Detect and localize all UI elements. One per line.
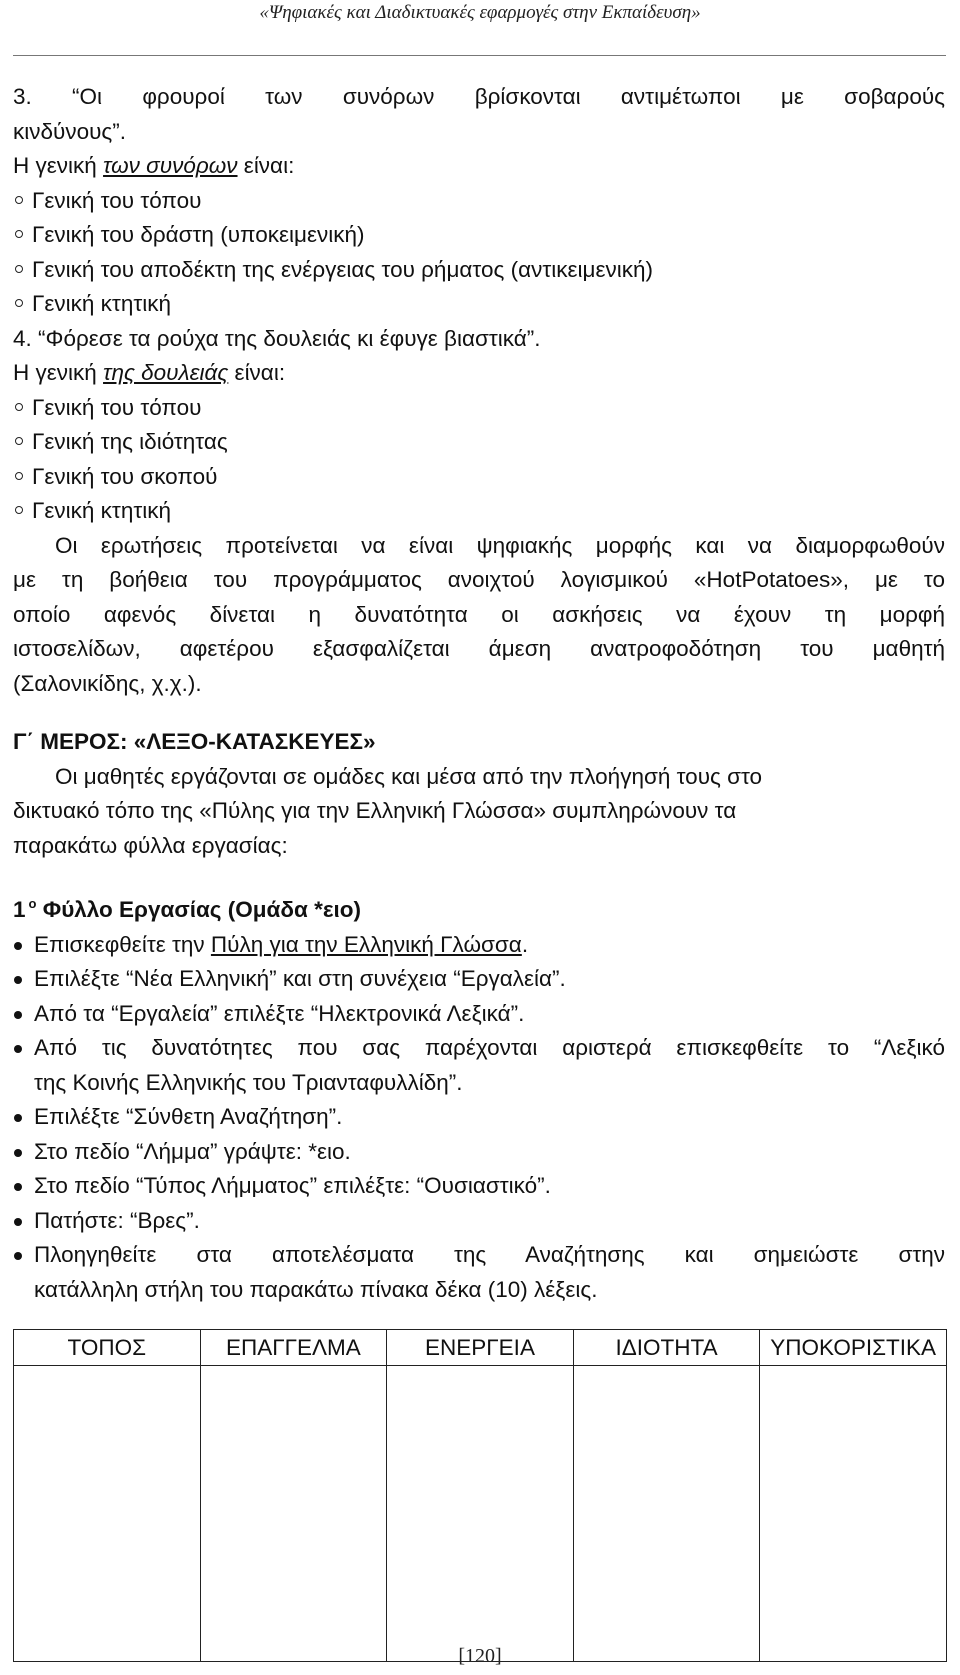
column-header-idiotita: ΙΔΙΟΤΗΤΑ [573,1330,760,1366]
bullet-icon [14,1252,22,1260]
option-label: Γενική του δράστη (υποκειμενική) [32,222,365,247]
circle-bullet-icon [15,196,23,204]
header-rule [13,55,946,56]
prompt-text: Η γενική [13,153,104,178]
column-header-epaggelma: ΕΠΑΓΓΕΛΜΑ [200,1330,387,1366]
circle-bullet-icon [15,230,23,238]
task-item [13,1135,945,1170]
bullet-icon [14,1218,22,1226]
task-text: της Κοινής Ελληνικής του Τριανταφυλλίδη”. [34,1069,463,1095]
task-item [13,1169,945,1204]
task-text: Στο πεδίο “Τύπος Λήμματος” επιλέξτε: “Ουσιαστικό”. [34,1173,551,1198]
bullet-icon [14,1011,22,1019]
task-item [13,1238,945,1307]
option-item[interactable] [13,184,945,219]
paragraph-line: οποίο αφενός δίνεται η δυνατότητα οι ασκήσεις να έχουν τη μορφή [13,601,945,627]
task-item [13,962,945,997]
bullet-icon [14,1149,22,1157]
bullet-icon [14,1183,22,1191]
circle-bullet-icon [15,472,23,480]
page-number: [120] [458,1645,502,1667]
column-header-ypokoristika: ΥΠΟΚΟΡΙΣΤΙΚΑ [760,1330,947,1366]
task-text: κατάλληλη στήλη του παρακάτω πίνακα δέκα (10) λέξεις. [34,1276,598,1302]
task-item [13,1204,945,1239]
section-heading: Γ΄ ΜΕΡΟΣ: «ΛΕΞΟ-ΚΑΤΑΣΚΕΥΕΣ» [13,729,376,754]
task-text: Από τις δυνατότητες που σας παρέχονται αριστερά επισκεφθείτε το “Λεξικό [34,1035,945,1060]
bullet-icon [14,976,22,984]
answer-cell[interactable] [760,1366,947,1662]
task-text: Επιλέξτε “Σύνθετη Αναζήτηση”. [34,1104,343,1129]
question-3-prompt [13,149,945,184]
task-text: Επισκεφθείτε την [34,931,211,957]
answer-cell[interactable] [387,1366,574,1662]
task-item [13,1100,945,1135]
table-header-row [14,1330,947,1366]
ordinal-suffix: ο [28,896,37,911]
circle-bullet-icon [15,437,23,445]
option-item[interactable] [13,425,945,460]
task-text: Στο πεδίο “Λήμμα” γράψτε: *ειο. [34,1138,351,1164]
question-3-line-1: 3. “Οι φρουροί των συνόρων βρίσκονται αντιμέτωποι με σοβαρούς [13,84,945,109]
option-label: Γενική του αποδέκτη της ενέργειας του ρήματος (αντικειμενική) [32,256,654,282]
answer-cell[interactable] [14,1366,201,1662]
paragraph-line: Οι μαθητές εργάζονται σε ομάδες και μέσα από την πλοήγησή τους στο [55,763,763,789]
circle-bullet-icon [15,506,23,514]
paragraph-line: με τη βοήθεια του προγράμματος ανοιχτού λογισμικού «HotPotatoes», με το [13,567,945,592]
bullet-icon [14,1114,22,1122]
question-3-line-2: κινδύνους”. [13,118,126,144]
task-item [13,997,945,1032]
worksheet-title [13,887,945,928]
column-header-topos: ΤΟΠΟΣ [14,1330,201,1366]
task-text: Από τα “Εργαλεία” επιλέξτε “Ηλεκτρονικά Λεξικά”. [34,1000,525,1026]
option-label: Γενική κτητική [32,498,171,523]
option-label: Γενική του τόπου [32,187,202,213]
answer-cell[interactable] [573,1366,760,1662]
paragraph-line: (Σαλονικίδης, χ.χ.). [13,670,202,696]
option-item[interactable] [13,253,945,288]
running-header: «Ψηφιακές και Διαδικτυακές εφαρμογές στην Εκπαίδευση» [259,2,701,23]
answer-cell[interactable] [200,1366,387,1662]
table-row [14,1366,947,1662]
genitive-term: της δουλειάς [103,360,229,385]
question-4-line-1: 4. “Φόρεσε τα ρούχα της δουλειάς κι έφυγε βιαστικά”. [13,325,541,351]
prompt-text: είναι: [237,153,295,178]
paragraph-line: ιστοσελίδων, αφετέρου εξασφαλίζεται άμεση ανατροφοδότηση του μαθητή [13,636,945,661]
section-intro [13,760,945,864]
circle-bullet-icon [15,265,23,273]
vocabulary-table [13,1329,947,1662]
spacer [13,863,945,887]
option-label: Γενική του σκοπού [32,463,218,489]
option-item[interactable] [13,287,945,322]
task-item [13,928,945,963]
prompt-text: Η γενική [13,360,104,385]
bullet-icon [14,942,22,950]
task-list [13,928,945,1308]
task-text: Επιλέξτε “Νέα Ελληνική” και στη συνέχεια “Εργαλεία”. [34,966,566,991]
circle-bullet-icon [15,403,23,411]
task-text: Πλοηγηθείτε στα αποτελέσματα της Αναζήτησης και σημειώστε στην [34,1242,945,1267]
bullet-icon [14,1045,22,1053]
option-label: Γενική του τόπου [32,394,202,420]
spacer [13,701,945,725]
question-4-prompt [13,356,945,391]
paragraph-line: Οι ερωτήσεις προτείνεται να είναι ψηφιακής μορφής και να διαμορφωθούν [55,532,945,558]
option-label: Γενική κτητική [32,291,171,316]
prompt-text: είναι: [228,360,286,385]
column-header-energeia: ΕΝΕΡΓΕΙΑ [387,1330,574,1366]
task-text: Πατήστε: “Βρες”. [34,1207,200,1233]
task-item [13,1031,945,1100]
task-text: . [521,931,529,957]
option-item[interactable] [13,494,945,529]
genitive-term: των συνόρων [103,153,238,178]
worksheet-number: 1 [13,897,26,922]
note-paragraph [13,529,945,702]
option-item[interactable] [13,391,945,426]
option-item[interactable] [13,218,945,253]
portal-link[interactable]: Πύλη για την Ελληνική Γλώσσα [210,931,522,957]
circle-bullet-icon [15,299,23,307]
paragraph-line: δικτυακό τόπο της «Πύλης για την Ελληνική Γλώσσα» συμπληρώνουν τα [13,798,737,823]
worksheet-title-text: Φύλλο Εργασίας (Ομάδα *ειο) [42,897,361,922]
paragraph-line: παρακάτω φύλλα εργασίας: [13,832,288,858]
page-content [13,80,945,1307]
option-item[interactable] [13,460,945,495]
option-label: Γενική της ιδιότητας [32,429,228,454]
